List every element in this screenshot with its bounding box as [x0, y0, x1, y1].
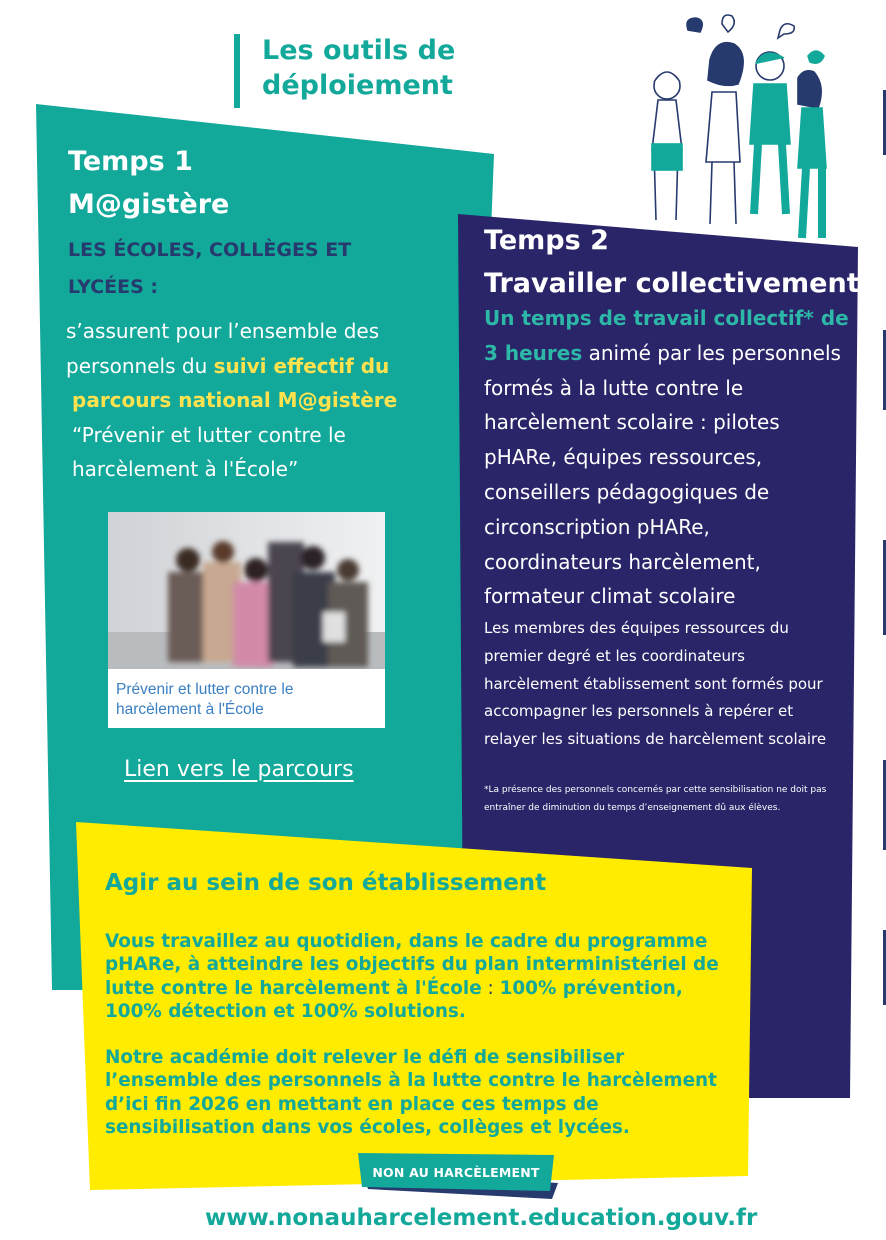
badge-label: NON AU HARCÈLEMENT	[372, 1165, 540, 1180]
temps1-highlight: suivi effectif du	[213, 353, 390, 378]
temps1-title-line1: Temps 1	[68, 146, 193, 177]
temps2-footnote: *La présence des personnels concernés par cette sensibilisation ne doit pas entraîner de diminution du temps d’enseignement dû aux élèves.	[484, 785, 827, 813]
etablissement-p1-text: Vous travaillez au quotidien, dans le cadre du programme pHARe, à atteindre les objectifs du plan interministériel de lutte contre le harcèlement à l'École	[105, 931, 719, 999]
course-link[interactable]: Lien vers le parcours	[124, 757, 354, 782]
temps1-subtitle: LES ÉCOLES, COLLÈGES ET LYCÉES :	[68, 239, 352, 298]
temps1-title	[68, 140, 448, 226]
people-illustration	[630, 8, 840, 248]
temps2-body-text: animé par les personnels formés à la lutte contre le harcèlement scolaire : pilotes pHARe, équipes ressources, conseillers pédagogiques de circonscription pHARe, coordinateurs harcèlement, formateur climat scolaire	[484, 340, 841, 609]
temps1-course-title-2: harcèlement à l'École”	[72, 457, 299, 481]
website-url[interactable]: www.nonauharcelement.education.gouv.fr	[205, 1205, 758, 1231]
temps1-title-line2: M@gistère	[68, 189, 230, 220]
students-photo	[108, 512, 385, 669]
course-card[interactable]	[108, 512, 385, 728]
temps1-body-text: s’assurent pour l’ensemble des personnels du	[66, 319, 380, 378]
temps1-highlight-2: parcours national M@gistère	[72, 388, 398, 412]
temps2-small-text: Les membres des équipes ressources du premier degré et les coordinateurs harcèlement établissement sont formés pour accompagner les personnels à repérer et relayer les situations de harcèlement scolaire	[484, 619, 827, 749]
etablissement-p1-objectives: 100% prévention, 100% détection et 100% solutions.	[105, 977, 683, 1022]
etablissement-paragraph-1	[105, 930, 735, 1023]
temps1-course-title-1: “Prévenir et lutter contre le	[72, 422, 346, 447]
etablissement-title: Agir au sein de son établissement	[105, 870, 547, 896]
header-accent-bar	[234, 34, 240, 108]
etablissement-paragraph-2: Notre académie doit relever le défi de sensibiliser l’ensemble des personnels à la lutte contre le harcèlement d’ici fin 2026 en mettant en place ces temps de sensibilisation dans vos écoles, collèges et lycées.	[105, 1047, 717, 1138]
temps2-title-line2: Travailler collectivement	[484, 268, 860, 299]
temps2-title	[484, 219, 884, 305]
page-title: Les outils de déploiement	[262, 35, 456, 101]
temps2-highlight: Un temps de travail collectif* de 3 heures	[484, 306, 849, 365]
temps1-body	[66, 314, 426, 487]
etablissement-p1-separator: :	[481, 977, 500, 999]
temps2-body	[484, 301, 849, 614]
course-card-caption: Prévenir et lutter contre le harcèlement à l'École	[116, 681, 294, 718]
temps2-title-line1: Temps 2	[484, 225, 609, 256]
